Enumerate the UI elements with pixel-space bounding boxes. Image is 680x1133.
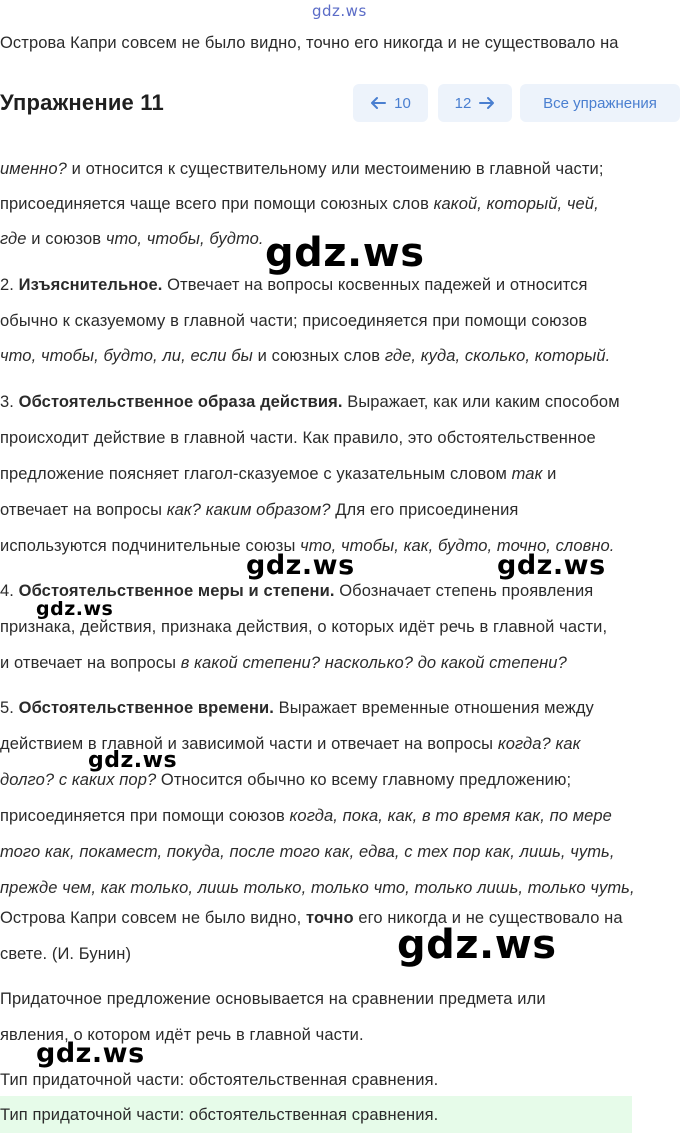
answer-type-line: Тип придаточной части: обстоятельственная сравнения. [0, 1071, 439, 1089]
p5-line-5: того как, покамест, покуда, после того как, едва, с тех пор как, лишь, чуть, [0, 843, 615, 861]
p3-line-5: используются подчинительные союзы что, чтобы, как, будто, точно, словно. [0, 537, 615, 555]
example-line-1: Острова Капри совсем не было видно, точно его никогда и не существовало на [0, 909, 623, 927]
arrow-left-icon [370, 96, 386, 110]
watermark: gdz.ws [397, 922, 557, 968]
watermark: gdz.ws [246, 550, 355, 581]
all-exercises-button[interactable] [520, 84, 680, 122]
p3-line-3: предложение поясняет глагол-сказуемое с указательным словом так и [0, 465, 557, 483]
top-text-line: Острова Капри совсем не было видно, точно его никогда и не существовало на [0, 34, 619, 52]
watermark: gdz.ws [265, 230, 425, 276]
p4-line-3: и отвечает на вопросы в какой степени? насколько? до какой степени? [0, 654, 567, 672]
p5-line-4: присоединяется при помощи союзов когда, пока, как, в то время как, по мере [0, 807, 612, 825]
p5-line-2: действием в главной и зависимой части и отвечает на вопросы когда? как [0, 735, 581, 753]
p5-line-3: долго? с каких пор? Относится обычно ко всему главному предложению; [0, 771, 572, 789]
p3-line-2: происходит действие в главной части. Как правило, это обстоятельственное [0, 429, 596, 447]
watermark: gdz.ws [36, 1038, 145, 1069]
p2-line-2: обычно к сказуемому в главной части; присоединяется при помощи союзов [0, 312, 588, 330]
p4-line-1: 4. Обстоятельственное меры и степени. Обозначает степень проявления [0, 582, 594, 600]
prev-exercise-button[interactable] [353, 84, 428, 122]
p2-line-3: что, чтобы, будто, ли, если бы и союзных слов где, куда, сколько, который. [0, 347, 611, 365]
p1-line-3: где и союзов что, чтобы, будто. [0, 230, 264, 248]
prev-exercise-label: 10 [394, 94, 411, 112]
p3-line-1: 3. Обстоятельственное образа действия. Выражает, как или каким способом [0, 393, 620, 411]
p2-line-1: 2. Изъяснительное. Отвечает на вопросы косвенных падежей и относится [0, 276, 588, 294]
watermark: gdz.ws [497, 550, 606, 581]
example-line-2: свете. (И. Бунин) [0, 945, 132, 963]
next-exercise-button[interactable] [438, 84, 512, 122]
explain-line-2: явления, о котором идёт речь в главной части. [0, 1026, 364, 1044]
page-title: Упражнение 11 [0, 90, 164, 115]
p5-line-6: прежде чем, как только, лишь только, только что, только лишь, только чуть, [0, 879, 635, 897]
p3-line-4: отвечает на вопросы как? каким образом? Для его присоединения [0, 501, 519, 519]
watermark-top: gdz.ws [312, 2, 367, 20]
all-exercises-label: Все упражнения [543, 94, 657, 112]
p1-line-2: присоединяется чаще всего при помощи союзных слов какой, который, чей, [0, 195, 599, 213]
p1-line-1: именно? и относится к существительному или местоимению в главной части; [0, 160, 604, 178]
next-exercise-label: 12 [454, 94, 472, 112]
watermark: gdz.ws [36, 598, 114, 620]
explain-line-1: Придаточное предложение основывается на сравнении предмета или [0, 990, 546, 1008]
p4-line-2: признака, действия, признака действия, о которых идёт речь в главной части, [0, 618, 608, 636]
answer-type-highlighted: Тип придаточной части: обстоятельственная сравнения. [0, 1106, 439, 1124]
arrow-right-icon [479, 96, 495, 110]
watermark: gdz.ws [88, 748, 178, 773]
p5-line-1: 5. Обстоятельственное времени. Выражает временные отношения между [0, 699, 594, 717]
